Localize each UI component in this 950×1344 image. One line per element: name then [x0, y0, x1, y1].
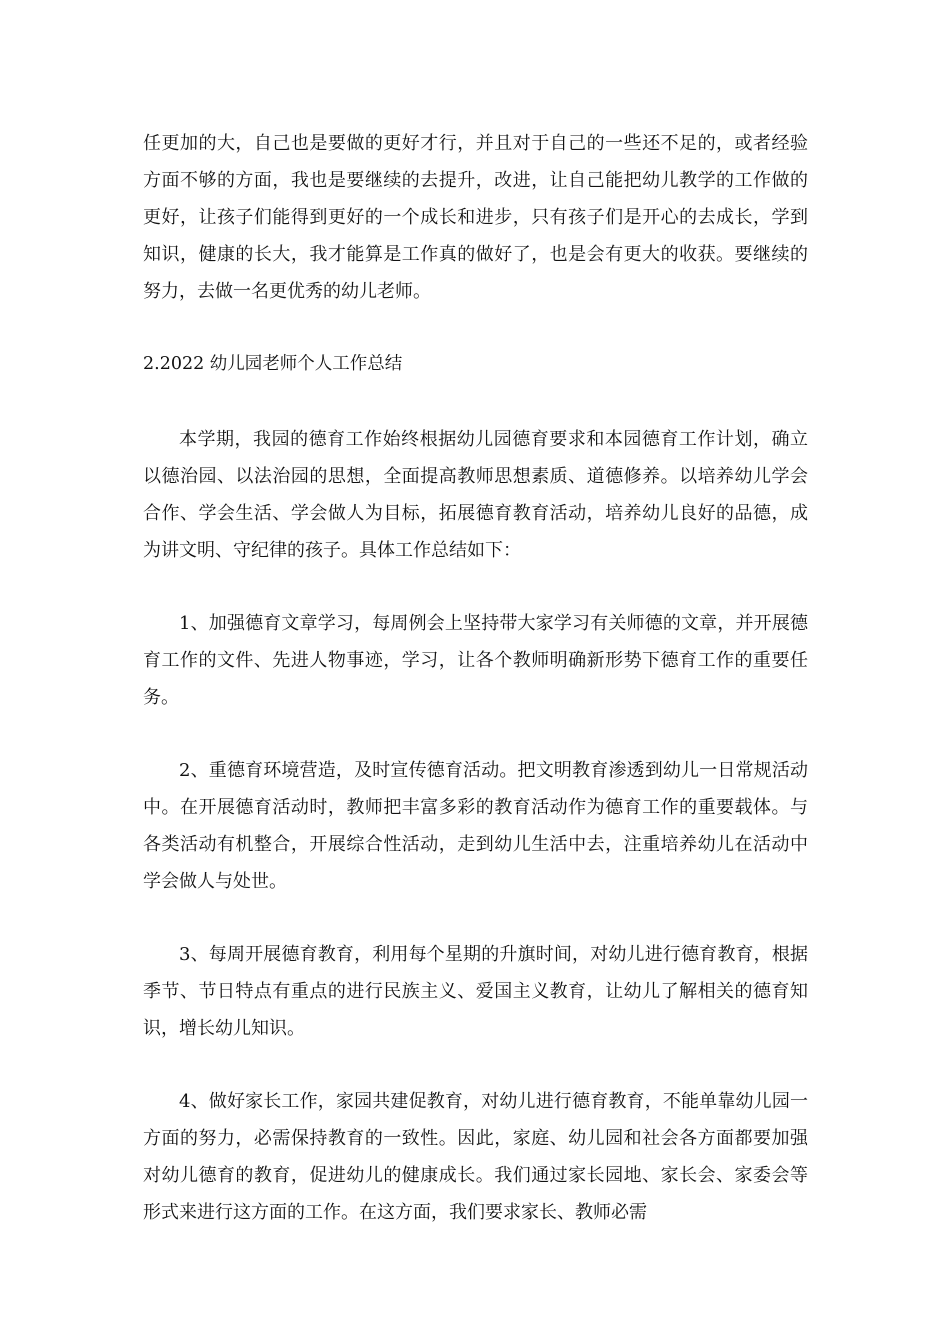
paragraph-item-2: 2、重德育环境营造，及时宣传德育活动。把文明教育渗透到幼儿一日常规活动中。在开展德育活动时，教师把丰富多彩的教育活动作为德育工作的重要载体。与各类活动有机整合，开展综合性活动，走到幼儿生活中去，注重培养幼儿在活动中学会做人与处世。	[143, 760, 808, 892]
document-page	[143, 125, 808, 1267]
paragraph-continuation: 任更加的大，自己也是要做的更好才行，并且对于自己的一些还不足的，或者经验方面不够的方面，我也是要继续的去提升，改进，让自己能把幼儿教学的工作做的更好，让孩子们能得到更好的一个成长和进步，只有孩子们是开心的去成长，学到知识，健康的长大，我才能算是工作真的做好了，也是会有更大的收获。要继续的努力，去做一名更优秀的幼儿老师。	[143, 133, 808, 302]
paragraph-item-3: 3、每周开展德育教育，利用每个星期的升旗时间，对幼儿进行德育教育，根据季节、节日特点有重点的进行民族主义、爱国主义教育，让幼儿了解相关的德育知识，增长幼儿知识。	[143, 944, 808, 1039]
paragraph-intro: 本学期，我园的德育工作始终根据幼儿园德育要求和本园德育工作计划，确立以德治园、以法治园的思想，全面提高教师思想素质、道德修养。以培养幼儿学会合作、学会生活、学会做人为目标，拓展德育教育活动，培养幼儿良好的品德，成为讲文明、守纪律的孩子。具体工作总结如下：	[143, 429, 808, 561]
section-heading: 2.2022 幼儿园老师个人工作总结	[143, 354, 403, 374]
paragraph-item-4: 4、做好家长工作，家园共建促教育，对幼儿进行德育教育，不能单靠幼儿园一方面的努力，必需保持教育的一致性。因此，家庭、幼儿园和社会各方面都要加强对幼儿德育的教育，促进幼儿的健康成长。我们通过家长园地、家长会、家委会等形式来进行这方面的工作。在这方面，我们要求家长、教师必需	[143, 1091, 808, 1223]
paragraph-item-1: 1、加强德育文章学习，每周例会上坚持带大家学习有关师德的文章，并开展德育工作的文件、先进人物事迹，学习，让各个教师明确新形势下德育工作的重要任务。	[143, 613, 808, 708]
